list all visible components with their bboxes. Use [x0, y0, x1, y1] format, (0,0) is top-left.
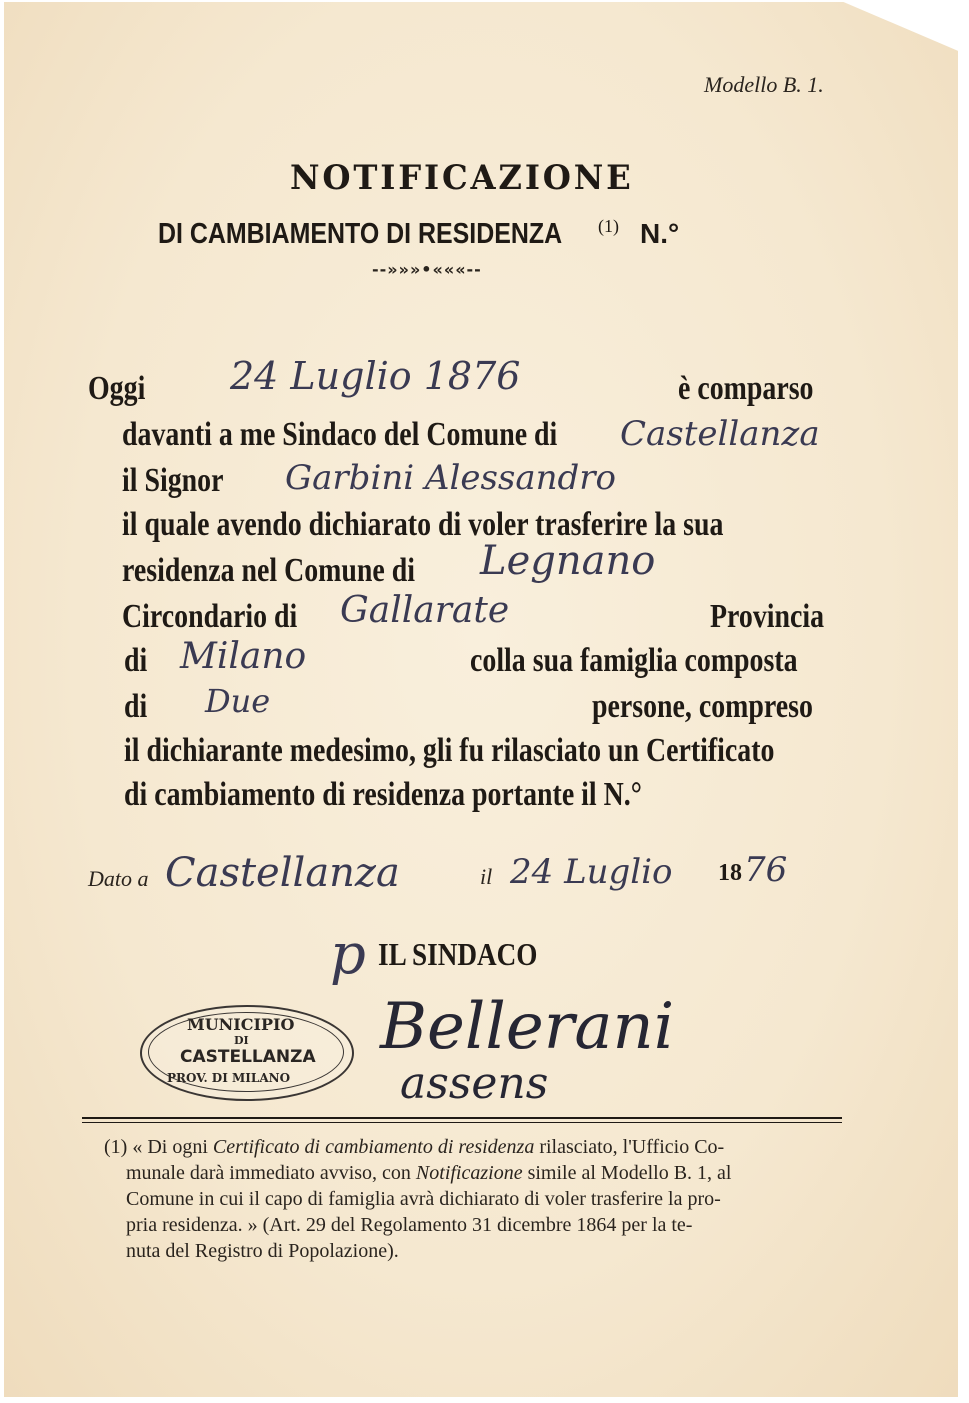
mayor-signature: Bellerani	[380, 990, 675, 1064]
document-subtitle: DI CAMBIAMENTO DI RESIDENZA	[158, 218, 563, 250]
footnote-2b: Notificazione	[415, 1162, 523, 1184]
handwritten-new-comune: Legnano	[480, 538, 656, 584]
line-residenza-label: residenza nel Comune di	[122, 552, 416, 589]
line-sindaco-comune: davanti a me Sindaco del Comune di	[122, 416, 558, 453]
handwritten-circondario: Gallarate	[340, 590, 510, 631]
handwritten-date-bottom: 24 Luglio	[510, 852, 673, 892]
stamp-line-1: MUNICIPIO	[187, 1015, 295, 1034]
model-number: Modello B. 1.	[704, 72, 824, 97]
stamp-line-3: CASTELLANZA	[180, 1047, 316, 1067]
footnote-2a: munale darà immediato avviso, con	[126, 1162, 411, 1184]
footnote-divider-bottom	[82, 1122, 842, 1123]
handwritten-count: Due	[205, 682, 271, 720]
line-persone: persone, compreso	[592, 688, 813, 725]
line-di-label-1: di	[124, 642, 148, 679]
ornament-divider: --»»»•«««--	[372, 260, 482, 279]
secondary-signature: assens	[400, 1058, 549, 1109]
stamp-line-2: DI	[234, 1034, 249, 1047]
footnote-line-1	[104, 1136, 724, 1159]
footnote-divider-top	[82, 1117, 842, 1119]
line-oggi-label: Oggi	[88, 370, 146, 407]
footnote-line-4: pria residenza. » (Art. 29 del Regolamento 31 dicembre 1864 per la te-	[126, 1214, 693, 1236]
line-comparso: è comparso	[678, 370, 814, 407]
subtitle-footnote-marker: (1)	[598, 216, 619, 236]
stamp-line-4: PROV. DI MILANO	[167, 1071, 291, 1085]
year-prefix: 18	[718, 860, 742, 886]
handwritten-per: p	[330, 922, 366, 987]
line-signor-label: il Signor	[122, 462, 224, 499]
line-certificato-number: di cambiamento di residenza portante il N.°	[124, 776, 642, 813]
subtitle-number-label: N.°	[640, 218, 680, 249]
line-di-label-2: di	[124, 688, 148, 725]
handwritten-provincia: Milano	[180, 636, 307, 677]
footnote-1b: Certificato di cambiamento di residenza	[212, 1136, 535, 1158]
footnote-1c: rilasciato, l'Ufficio Co-	[539, 1136, 725, 1158]
line-circondario-label: Circondario di	[122, 598, 298, 635]
footnote-2c: simile al Modello B. 1, al	[527, 1162, 732, 1184]
handwritten-place: Castellanza	[165, 850, 400, 896]
dato-a-label: Dato a	[88, 866, 149, 891]
handwritten-date: 24 Luglio 1876	[230, 354, 521, 398]
footnote-line-5: nuta del Registro di Popolazione).	[126, 1240, 399, 1262]
footnote-line-3: Comune in cui il capo di famiglia avrà dichiarato di voler trasferire la pro-	[126, 1188, 721, 1210]
il-label: il	[480, 864, 493, 889]
line-dichiarante: il dichiarante medesimo, gli fu rilasciato un Certificato	[124, 732, 775, 769]
footnote-line-2	[126, 1162, 731, 1185]
municipal-stamp	[140, 1005, 354, 1101]
document-title: NOTIFICAZIONE	[290, 158, 634, 198]
footnote-1a: « Di ogni	[132, 1136, 208, 1158]
footnote-marker: (1)	[104, 1136, 128, 1158]
line-provincia: Provincia	[710, 598, 825, 635]
line-famiglia: colla sua famiglia composta	[470, 642, 798, 679]
line-trasferire: il quale avendo dichiarato di voler trasferire la sua	[122, 506, 724, 543]
handwritten-year: 76	[744, 850, 788, 890]
handwritten-comune: Castellanza	[620, 414, 820, 454]
handwritten-name: Garbini Alessandro	[285, 458, 617, 498]
sindaco-title: IL SINDACO	[378, 936, 538, 972]
